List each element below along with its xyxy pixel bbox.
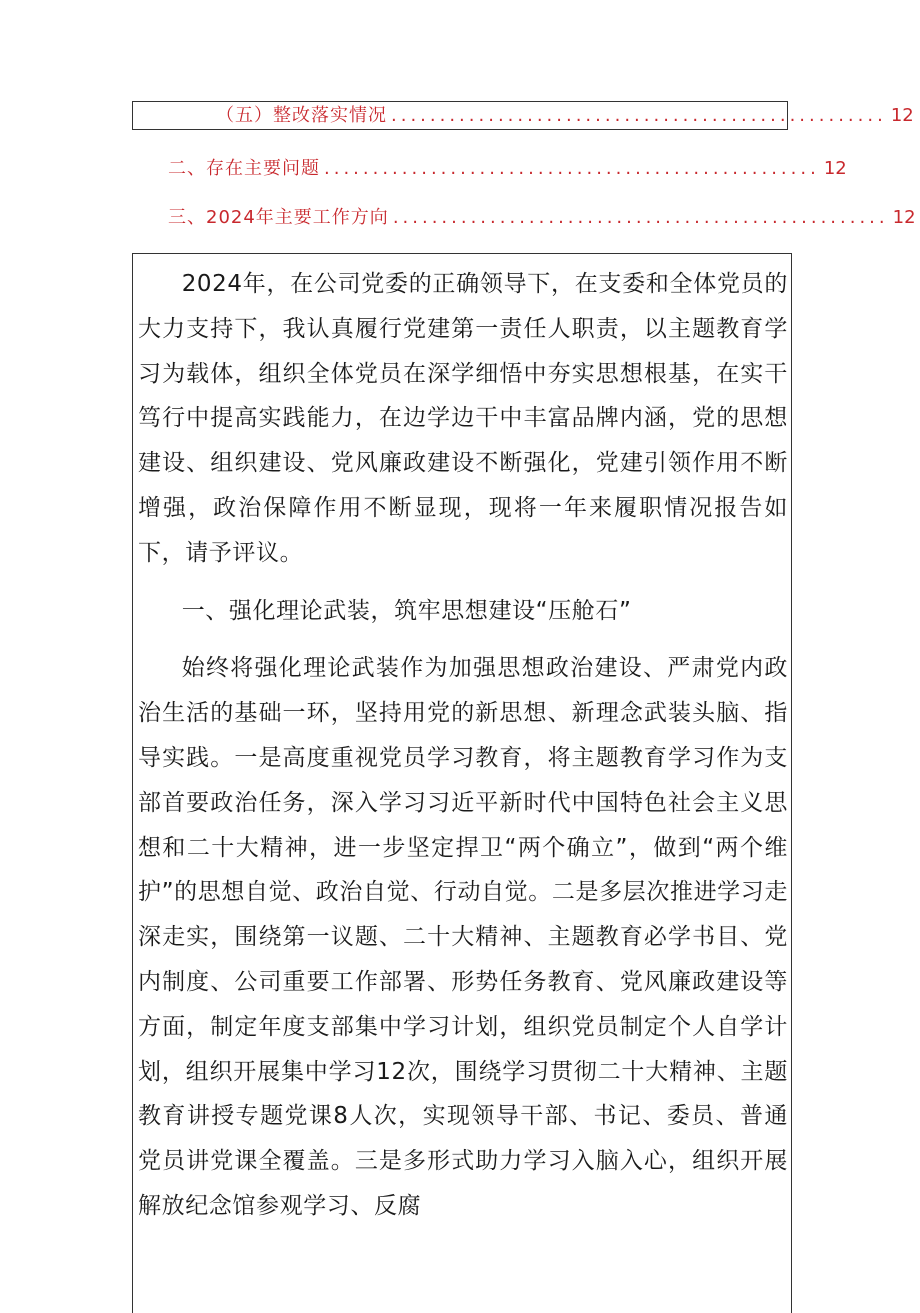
toc-entry[interactable] — [132, 101, 914, 131]
toc-page-number: 12 — [892, 207, 916, 228]
section-paragraph: 始终将强化理论武装作为加强思想政治建设、严肃党内政治生活的基础一环，坚持用党的新思想、新理念武装头脑、指导实践。一是高度重视党员学习教育，将主题教育学习作为支部首要政治任务，深入学习习近平新时代中国特色社会主义思想和二十大精神，进一步坚定捍卫“两个确立”，做到“两个维护”的思想自觉、政治自觉、行动自觉。二是多层次推进学习走深走实，围绕第一议题、二十大精神、主题教育必学书目、党内制度、公司重要工作部署、形势任务教育、党风廉政建设等方面，制定年度支部集中学习计划，组织党员制定个人自学计划，组织开展集中学习12次，围绕学习贯彻二十大精神、主题教育讲授专题党课8人次，实现领导干部、书记、委员、普通党员讲党课全覆盖。三是多形式助力学习入脑入心，组织开展解放纪念馆参观学习、反腐 — [138, 655, 788, 1219]
toc-entry[interactable] — [132, 154, 847, 184]
intro-paragraph: 2024年，在公司党委的正确领导下，在支委和全体党员的大力支持下，我认真履行党建第一责任人职责，以主题教育学习为载体，组织全体党员在深学细悟中夯实思想根基，在实干笃行中提高实践能力，在边学边干中丰富品牌内涵，党的思想建设、组织建设、党风廉政建设不断强化，党建引领作用不断增强，政治保障作用不断显现，现将一年来履职情况报告如下，请予评议。 — [138, 271, 788, 566]
toc-entry-label: 二、存在主要问题 — [168, 158, 320, 179]
section-heading: 一、强化理论武装，筑牢思想建设“压舱石” — [181, 597, 632, 624]
document-body — [138, 262, 788, 1229]
toc-page-number: 12 — [890, 105, 914, 126]
toc-leader-dots: ................................................... — [324, 158, 820, 179]
toc-leader-dots: ................................................... — [392, 207, 889, 228]
toc-leader-dots: ................................................... — [391, 105, 887, 126]
toc-entry-label: 三、2024年主要工作方向 — [168, 207, 389, 228]
toc-entry-label: （五）整改落实情况 — [216, 105, 387, 126]
toc-entry[interactable] — [132, 203, 916, 233]
toc-page-number: 12 — [823, 158, 847, 179]
